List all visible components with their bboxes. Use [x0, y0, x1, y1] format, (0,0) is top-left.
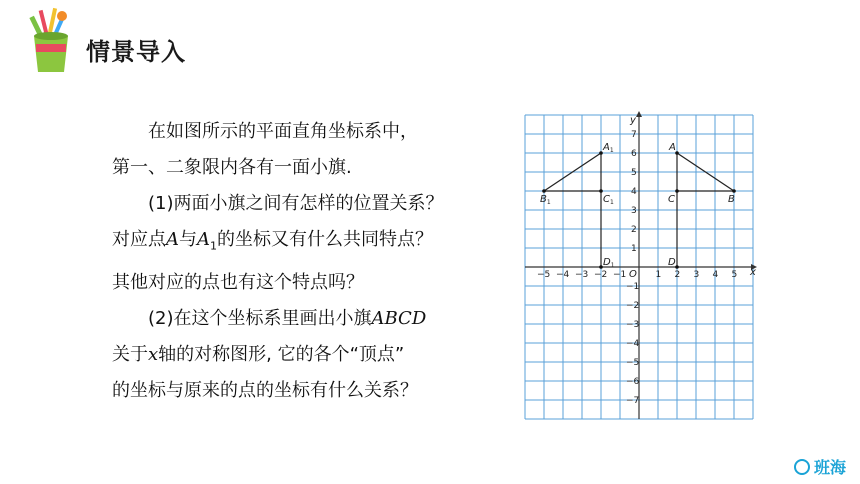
x-tick-label: −5 [537, 270, 551, 280]
coordinate-figure [520, 110, 755, 420]
text-line: 的坐标与原来的点的坐标有什么关系？ [112, 379, 418, 401]
x-tick-label: 2 [674, 270, 681, 280]
point-marker [732, 189, 736, 193]
point-label: $A_1$ [603, 142, 614, 154]
x-tick-label: 5 [731, 270, 738, 280]
point-label: $B_1$ [540, 194, 551, 206]
question-text [112, 114, 507, 409]
x-tick-label: −1 [613, 270, 627, 280]
text-line [112, 337, 507, 373]
y-axis-label: y [630, 115, 636, 126]
text-line: 其他对应的点也有这个特点吗？ [112, 271, 364, 293]
brand-name: 班海 [813, 458, 846, 477]
text-fragment: 轴的对称图形, 它的各个“顶点” [158, 343, 405, 365]
text-line [112, 301, 507, 337]
point-marker [542, 189, 546, 193]
text-fragment: 与 [179, 229, 197, 250]
y-tick-label: −4 [626, 339, 640, 349]
y-tick-label: −2 [626, 301, 640, 311]
point-marker [599, 189, 603, 193]
subscript: 1 [210, 239, 217, 253]
y-tick-label: 6 [631, 149, 637, 159]
text-fragment: 的坐标又有什么共同特点？ [217, 229, 433, 250]
y-tick-label: −6 [626, 377, 640, 387]
point-marker [675, 189, 679, 193]
x-tick-label: −4 [556, 270, 570, 280]
y-tick-label: −3 [626, 320, 640, 330]
y-tick-label: 1 [631, 244, 637, 254]
y-tick-label: 3 [631, 206, 637, 216]
y-tick-label: −1 [626, 282, 640, 292]
page-title: 情景导入 [86, 38, 186, 66]
point-label: B [728, 194, 735, 205]
y-tick-label: −7 [626, 396, 640, 406]
x-tick-label: 1 [655, 270, 662, 280]
coordinate-grid-svg [520, 110, 755, 420]
y-tick-label: −5 [626, 358, 640, 368]
y-tick-label: 2 [631, 225, 637, 235]
axis-symbol: x [148, 343, 159, 365]
x-tick-label: −2 [594, 270, 608, 280]
text-line: 在如图所示的平面直角坐标系中， [148, 121, 418, 142]
brand-circle-icon [794, 459, 810, 475]
text-fragment: 对应点 [112, 229, 166, 250]
x-axis-label: x [750, 267, 756, 278]
point-label: D [668, 257, 676, 268]
point-marker [675, 265, 679, 269]
x-tick-label: −3 [575, 270, 589, 280]
point-label: $D_1$ [603, 257, 615, 269]
brand-logo [794, 455, 846, 478]
text-fragment: 关于 [112, 343, 148, 365]
point-label: $C_1$ [603, 194, 614, 206]
point-symbol: A [197, 229, 210, 250]
y-tick-label: 7 [631, 130, 637, 140]
text-line [112, 222, 507, 265]
y-tick-label: 4 [631, 187, 637, 197]
y-axis-arrow [636, 111, 642, 117]
point-symbol: ABCD [371, 307, 427, 329]
text-fragment: (2)在这个坐标系里画出小旗 [148, 307, 372, 329]
text-line: (1)两面小旗之间有怎样的位置关系？ [148, 193, 444, 214]
point-label: C [668, 194, 675, 205]
point-label: A [669, 142, 676, 153]
pencil-cup-logo [24, 6, 78, 78]
text-line: 第一、二象限内各有一面小旗. [112, 157, 352, 178]
y-tick-label: 5 [631, 168, 637, 178]
x-tick-label: 3 [693, 270, 700, 280]
x-tick-label: 4 [712, 270, 719, 280]
point-symbol: A [166, 229, 179, 250]
origin-label: O [629, 269, 637, 280]
